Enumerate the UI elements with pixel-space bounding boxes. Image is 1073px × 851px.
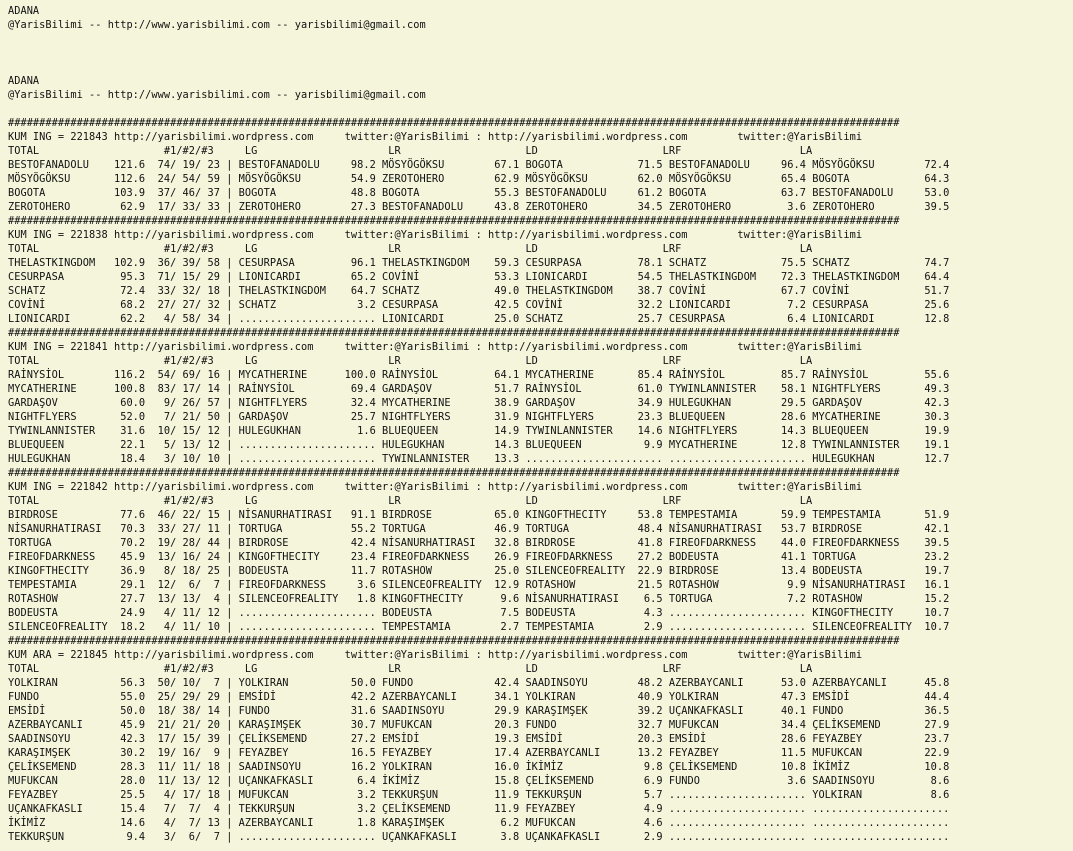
document-line: TOTAL #1/#2/#3 LG LR LD LRF LA <box>8 663 813 675</box>
document-line: BESTOFANADOLU 121.6 74/ 19/ 23 | BESTOFANADOLU 98.2 MÖSYÖGÖKSU 67.1 BOGOTA 71.5 BESTOFANADOLU 96.4 MÖSYÖGÖKSU 72.4 <box>8 159 950 171</box>
document-line: @YarisBilimi -- http://www.yarisbilimi.com -- yarisbilimi@gmail.com <box>8 89 426 101</box>
document-line: THELASTKINGDOM 102.9 36/ 39/ 58 | CESURPASA 96.1 THELASTKINGDOM 59.3 CESURPASA 78.1 SCHATZ 75.5 SCHATZ 74.7 <box>8 257 950 269</box>
document-line: MÖSYÖGÖKSU 112.6 24/ 54/ 59 | MÖSYÖGÖKSU 54.9 ZEROTOHERO 62.9 MÖSYÖGÖKSU 62.0 MÖSYÖGÖKSU 65.4 BOGOTA 64.3 <box>8 173 950 185</box>
document-line: TEMPESTAMIA 29.1 12/ 6/ 7 | FIREOFDARKNESS 3.6 SILENCEOFREALITY 12.9 ROTASHOW 21.5 ROTASHOW 9.9 NİSANURHATIRASI 16.1 <box>8 579 950 591</box>
document-line: GARDAŞOV 60.0 9/ 26/ 57 | NIGHTFLYERS 32.4 MYCATHERINE 38.9 GARDAŞOV 34.9 HULEGUKHAN 29.5 GARDAŞOV 42.3 <box>8 397 950 409</box>
document-line: SILENCEOFREALITY 18.2 4/ 11/ 10 | ...................... TEMPESTAMIA 2.7 TEMPESTAMIA 2.9 ...................... SILENCEOFREALITY 10.7 <box>8 621 950 633</box>
document-line: KUM ING = 221843 http://yarisbilimi.wordpress.com twitter:@YarisBilimi : http://yarisbilimi.wordpress.com twitter:@YarisBilimi <box>8 131 863 143</box>
document-line: ############################################################################################################################################### <box>8 327 900 339</box>
document-line: TOTAL #1/#2/#3 LG LR LD LRF LA <box>8 145 813 157</box>
document-line: BLUEQUEEN 22.1 5/ 13/ 12 | ...................... HULEGUKHAN 14.3 BLUEQUEEN 9.9 MYCATHERINE 12.8 TYWINLANNISTER 19.1 <box>8 439 950 451</box>
document-line: TEKKURŞUN 9.4 3/ 6/ 7 | ...................... UÇANKAFKASLI 3.8 UÇANKAFKASLI 2.9 ...................... ...................... <box>8 831 950 843</box>
document-line <box>8 46 949 60</box>
document-line: ADANA <box>8 5 40 17</box>
document-line: KUM ARA = 221845 http://yarisbilimi.wordpress.com twitter:@YarisBilimi : http://yarisbilimi.wordpress.com twitter:@YarisBilimi <box>8 649 863 661</box>
document-line: ÇELİKSEMEND 28.3 11/ 11/ 18 | SAADINSOYU 16.2 YOLKIRAN 16.0 İKİMİZ 9.8 ÇELİKSEMEND 10.8 İKİMİZ 10.8 <box>8 761 950 773</box>
document-line: ############################################################################################################################################### <box>8 467 900 479</box>
document-line: YOLKIRAN 56.3 50/ 10/ 7 | YOLKIRAN 50.0 FUNDO 42.4 SAADINSOYU 48.2 AZERBAYCANLI 53.0 AZERBAYCANLI 45.8 <box>8 677 950 689</box>
document-line: TOTAL #1/#2/#3 LG LR LD LRF LA <box>8 355 813 367</box>
document-line: BODEUSTA 24.9 4/ 11/ 12 | ...................... BODEUSTA 7.5 BODEUSTA 4.3 ...................... KINGOFTHECITY 10.7 <box>8 607 950 619</box>
document-line: NİSANURHATIRASI 70.3 33/ 27/ 11 | TORTUGA 55.2 TORTUGA 46.9 TORTUGA 48.4 NİSANURHATIRASI 53.7 BIRDROSE 42.1 <box>8 523 950 535</box>
document-line: EMSİDİ 50.0 18/ 38/ 14 | FUNDO 31.6 SAADINSOYU 29.9 KARAŞIMŞEK 39.2 UÇANKAFKASLI 40.1 FUNDO 36.5 <box>8 705 950 717</box>
document-line: TOTAL #1/#2/#3 LG LR LD LRF LA <box>8 243 813 255</box>
document-line: SCHATZ 72.4 33/ 32/ 18 | THELASTKINGDOM 64.7 SCHATZ 49.0 THELASTKINGDOM 38.7 COVİNİ 67.7 COVİNİ 51.7 <box>8 285 950 297</box>
document-line: UÇANKAFKASLI 15.4 7/ 7/ 4 | TEKKURŞUN 3.2 ÇELİKSEMEND 11.9 FEYAZBEY 4.9 ...................... ...................... <box>8 803 950 815</box>
document-line: ############################################################################################################################################### <box>8 117 900 129</box>
document-line: BOGOTA 103.9 37/ 46/ 37 | BOGOTA 48.8 BOGOTA 55.3 BESTOFANADOLU 61.2 BOGOTA 63.7 BESTOFANADOLU 53.0 <box>8 187 950 199</box>
document-line: TOTAL #1/#2/#3 LG LR LD LRF LA <box>8 495 813 507</box>
document-line: KUM ING = 221841 http://yarisbilimi.wordpress.com twitter:@YarisBilimi : http://yarisbilimi.wordpress.com twitter:@YarisBilimi <box>8 341 863 353</box>
text-document <box>8 4 949 844</box>
document-line <box>8 32 949 46</box>
document-line: AZERBAYCANLI 45.9 21/ 21/ 20 | KARAŞIMŞEK 30.7 MUFUKCAN 20.3 FUNDO 32.7 MUFUKCAN 34.4 ÇELİKSEMEND 27.9 <box>8 719 950 731</box>
document-line: HULEGUKHAN 18.4 3/ 10/ 10 | ...................... TYWINLANNISTER 13.3 ...................... ...................... HULEGUKHAN 12.7 <box>8 453 950 465</box>
document-line: FEYAZBEY 25.5 4/ 17/ 18 | MUFUKCAN 3.2 TEKKURŞUN 11.9 TEKKURŞUN 5.7 ...................... YOLKIRAN 8.6 <box>8 789 950 801</box>
document-line: CESURPASA 95.3 71/ 15/ 29 | LIONICARDI 65.2 COVİNİ 53.3 LIONICARDI 54.5 THELASTKINGDOM 72.3 THELASTKINGDOM 64.4 <box>8 271 950 283</box>
document-line: İKİMİZ 14.6 4/ 7/ 13 | AZERBAYCANLI 1.8 KARAŞIMŞEK 6.2 MUFUKCAN 4.6 ...................... ...................... <box>8 817 950 829</box>
document-line: TYWINLANNISTER 31.6 10/ 15/ 12 | HULEGUKHAN 1.6 BLUEQUEEN 14.9 TYWINLANNISTER 14.6 NIGHTFLYERS 14.3 BLUEQUEEN 19.9 <box>8 425 950 437</box>
document-line <box>8 102 949 116</box>
document-line: NIGHTFLYERS 52.0 7/ 21/ 50 | GARDAŞOV 25.7 NIGHTFLYERS 31.9 NIGHTFLYERS 23.3 BLUEQUEEN 28.6 MYCATHERINE 30.3 <box>8 411 950 423</box>
document-line: MUFUKCAN 28.0 11/ 13/ 12 | UÇANKAFKASLI 6.4 İKİMİZ 15.8 ÇELİKSEMEND 6.9 FUNDO 3.6 SAADINSOYU 8.6 <box>8 775 950 787</box>
document-line: @YarisBilimi -- http://www.yarisbilimi.com -- yarisbilimi@gmail.com <box>8 19 426 31</box>
document-line: KUM ING = 221838 http://yarisbilimi.wordpress.com twitter:@YarisBilimi : http://yarisbilimi.wordpress.com twitter:@YarisBilimi <box>8 229 863 241</box>
document-line: SAADINSOYU 42.3 17/ 15/ 39 | ÇELİKSEMEND 27.2 EMSİDİ 19.3 EMSİDİ 20.3 EMSİDİ 28.6 FEYAZBEY 23.7 <box>8 733 950 745</box>
document-line <box>8 60 949 74</box>
document-line: KINGOFTHECITY 36.9 8/ 18/ 25 | BODEUSTA 11.7 ROTASHOW 25.0 SILENCEOFREALITY 22.9 BIRDROSE 13.4 BODEUSTA 19.7 <box>8 565 950 577</box>
document-line: ROTASHOW 27.7 13/ 13/ 4 | SILENCEOFREALITY 1.8 KINGOFTHECITY 9.6 NİSANURHATIRASI 6.5 TORTUGA 7.2 ROTASHOW 15.2 <box>8 593 950 605</box>
document-line: RAİNYSİOL 116.2 54/ 69/ 16 | MYCATHERINE 100.0 RAİNYSİOL 64.1 MYCATHERINE 85.4 RAİNYSİOL 85.7 RAİNYSİOL 55.6 <box>8 369 950 381</box>
document-line: COVİNİ 68.2 27/ 27/ 32 | SCHATZ 3.2 CESURPASA 42.5 COVİNİ 32.2 LIONICARDI 7.2 CESURPASA 25.6 <box>8 299 950 311</box>
document-line: ZEROTOHERO 62.9 17/ 33/ 33 | ZEROTOHERO 27.3 BESTOFANADOLU 43.8 ZEROTOHERO 34.5 ZEROTOHERO 3.6 ZEROTOHERO 39.5 <box>8 201 950 213</box>
document-line: ############################################################################################################################################### <box>8 635 900 647</box>
document-line: FUNDO 55.0 25/ 29/ 29 | EMSİDİ 42.2 AZERBAYCANLI 34.1 YOLKIRAN 40.9 YOLKIRAN 47.3 EMSİDİ 44.4 <box>8 691 950 703</box>
document-line: LIONICARDI 62.2 4/ 58/ 34 | ...................... LIONICARDI 25.0 SCHATZ 25.7 CESURPASA 6.4 LIONICARDI 12.8 <box>8 313 950 325</box>
document-line: MYCATHERINE 100.8 83/ 17/ 14 | RAİNYSİOL 69.4 GARDAŞOV 51.7 RAİNYSİOL 61.0 TYWINLANNISTER 58.1 NIGHTFLYERS 49.3 <box>8 383 950 395</box>
document-line: BIRDROSE 77.6 46/ 22/ 15 | NİSANURHATIRASI 91.1 BIRDROSE 65.0 KINGOFTHECITY 53.8 TEMPESTAMIA 59.9 TEMPESTAMIA 51.9 <box>8 509 950 521</box>
document-line: ############################################################################################################################################### <box>8 215 900 227</box>
document-line: KARAŞIMŞEK 30.2 19/ 16/ 9 | FEYAZBEY 16.5 FEYAZBEY 17.4 AZERBAYCANLI 13.2 FEYAZBEY 11.5 MUFUKCAN 22.9 <box>8 747 950 759</box>
document-line: KUM ING = 221842 http://yarisbilimi.wordpress.com twitter:@YarisBilimi : http://yarisbilimi.wordpress.com twitter:@YarisBilimi <box>8 481 863 493</box>
document-line: TORTUGA 70.2 19/ 28/ 44 | BIRDROSE 42.4 NİSANURHATIRASI 32.8 BIRDROSE 41.8 FIREOFDARKNESS 44.0 FIREOFDARKNESS 39.5 <box>8 537 950 549</box>
document-line: ADANA <box>8 75 40 87</box>
document-line: FIREOFDARKNESS 45.9 13/ 16/ 24 | KINGOFTHECITY 23.4 FIREOFDARKNESS 26.9 FIREOFDARKNESS 27.2 BODEUSTA 41.1 TORTUGA 23.2 <box>8 551 950 563</box>
